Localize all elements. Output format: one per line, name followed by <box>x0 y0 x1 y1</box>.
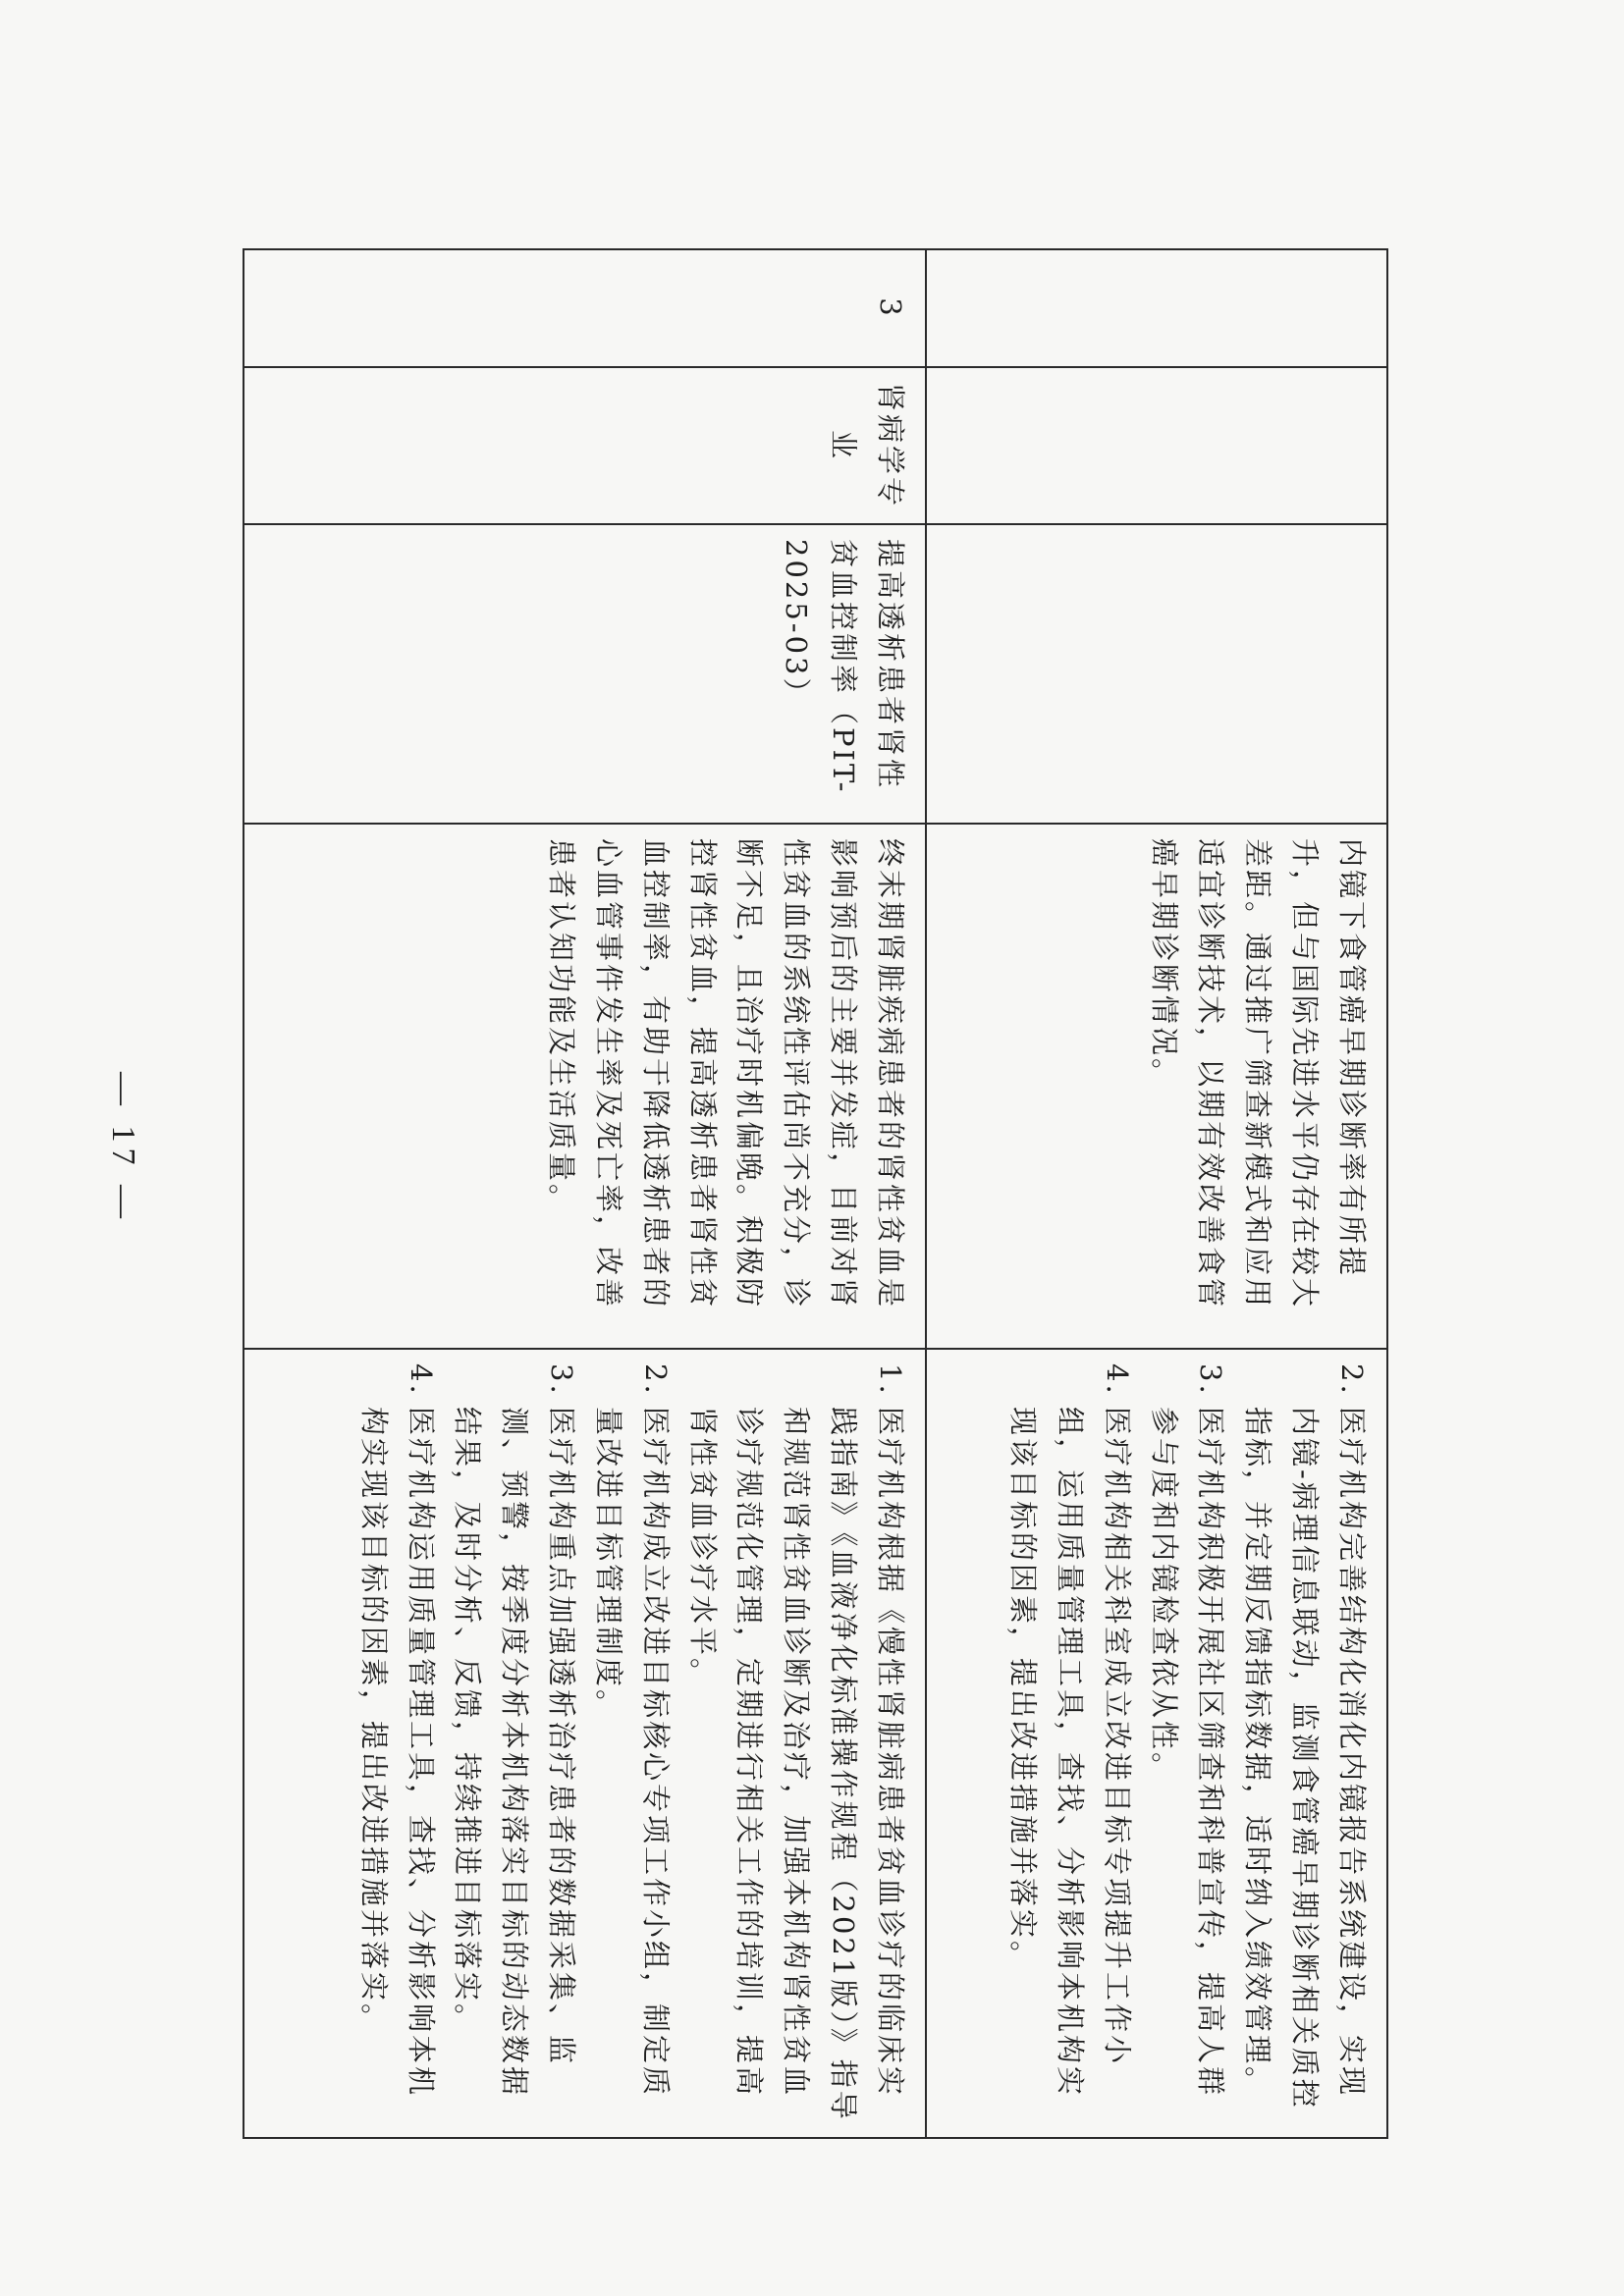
measure-number: 4. <box>404 1363 438 1397</box>
project-cell: 提高透析患者肾性贫血控制率（PIT-2025-03） <box>244 524 926 824</box>
measure-item <box>444 1363 585 2123</box>
measure-item <box>999 1363 1140 2123</box>
project-cell <box>926 524 1387 824</box>
measure-number: 4. <box>1100 1363 1134 1397</box>
description-cell: 终末期肾脏疾病患者的肾性贫血是影响预后的主要并发症，目前对肾性贫血的系统性评估尚不充分，诊断不足，且治疗时机偏晚。积极防控肾性贫血，提高透析患者肾性贫血控制率，有助于降低透析患者的心血管事件发生率及死亡率，改善患者认知功能及生活质量。 <box>244 824 926 1349</box>
measure-text: 医疗机构相关科室成立改进目标专项提升工作小组，运用质量管理工具，查找、分析影响本机构实现该目标的因素，提出改进措施并落实。 <box>1006 1407 1134 2099</box>
description-cell: 内镜下食管癌早期诊断率有所提升，但与国际先进水平仍存在较大差距。通过推广筛查新模式和应用适宜诊断技术，以期有效改善食管癌早期诊断情况。 <box>926 824 1387 1349</box>
measure-number: 2. <box>1335 1363 1369 1397</box>
measure-item <box>584 1363 678 2123</box>
measure-text: 医疗机构运用质量管理工具，查找、分析影响本机构实现该目标的因素，提出改进措施并落实。 <box>356 1407 438 2099</box>
major-cell <box>926 367 1387 524</box>
measures-cell <box>244 1349 926 2138</box>
measure-text: 医疗机构完善结构化消化内镜报告系统建设，实现内镜-病理信息联动，监测食管癌早期诊断相关质控指标，并定期反馈指标数据，适时纳入绩效管理。 <box>1241 1407 1369 2110</box>
measure-text: 医疗机构积极开展社区筛查和科普宣传，提高人群参与度和内镜检查依从性。 <box>1147 1407 1228 2099</box>
measure-text: 医疗机构成立改进目标核心专项工作小组，制定质量改进目标管理制度。 <box>591 1407 673 2099</box>
measure-number: 1. <box>874 1363 907 1397</box>
measures-cell <box>926 1349 1387 2138</box>
measure-number: 3. <box>545 1363 579 1397</box>
measure-text: 医疗机构重点加强透析治疗患者的数据采集、监测、预警，按季度分析本机构落实目标的动态数据结果，及时分析、反馈，持续推进目标落实。 <box>451 1407 579 2099</box>
measure-text: 医疗机构根据《慢性肾脏病患者贫血诊疗的临床实践指南》《血液净化标准操作规程（2021版）》指导和规范肾性贫血诊断及治疗，加强本机构肾性贫血诊疗规范化管理，定期进行相关工作的培训，提高肾性贫血诊疗水平。 <box>685 1407 907 2122</box>
measure-item <box>350 1363 444 2123</box>
measure-number: 3. <box>1194 1363 1228 1397</box>
measure-number: 2. <box>638 1363 673 1397</box>
row-number-cell <box>926 249 1387 367</box>
measure-item <box>1140 1363 1234 2123</box>
quality-target-table <box>243 248 1388 2139</box>
page-number: — 17 — <box>105 1072 141 1224</box>
row-number-cell: 3 <box>244 249 926 367</box>
table-row <box>244 249 926 2138</box>
measure-item <box>1233 1363 1375 2123</box>
major-cell: 肾病学专业 <box>244 367 926 524</box>
table-row <box>926 249 1387 2138</box>
measure-item <box>678 1363 913 2123</box>
